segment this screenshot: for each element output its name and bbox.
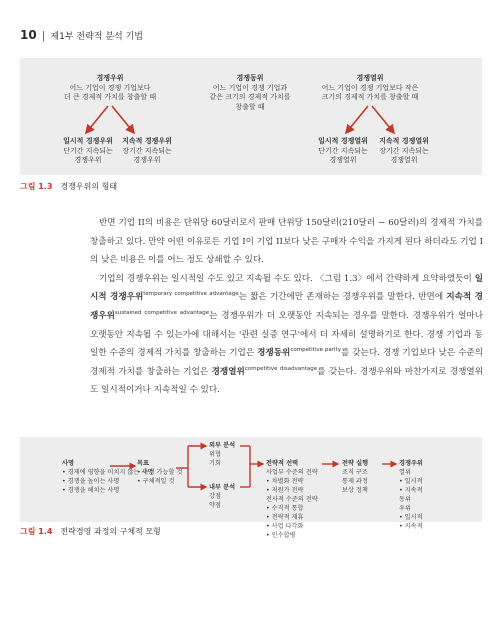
text-run: 는 짧은 기간에만 존재하는 경쟁우위를 말한다. 반면에 [238, 292, 447, 303]
list-item: • 수직적 통합 [266, 504, 318, 513]
list-item: • 인수합병 [266, 531, 318, 540]
disadvantage-list [399, 477, 423, 495]
node-line: 열위 [399, 469, 411, 476]
list-item: • 지속적 [399, 522, 423, 531]
business-strategy-list [266, 477, 318, 495]
external-analysis-node [209, 441, 235, 468]
term-english: temporary competitive advantage [143, 291, 239, 298]
node-line: 단기간 지속되는 [318, 146, 368, 155]
node-title: 전략 실행 [342, 460, 369, 467]
list-item: • 구체적일 것 [137, 477, 182, 486]
figure-1-4-caption [20, 526, 161, 537]
list-item: • 측정 가능할 것 [137, 468, 182, 477]
node-line: 경쟁열위 [390, 156, 418, 164]
part-title: 제1부 전략적 분석 기법 [50, 32, 143, 42]
node-title: 경쟁열위 [356, 74, 384, 82]
node-line: 장기간 지속되는 [379, 146, 429, 155]
list-item: • 일시적 [399, 513, 423, 522]
node-line: 어느 기업이 경쟁 기업과 [212, 83, 288, 92]
text-run: 를 갖는다. 경쟁 기업보다 낮은 수준의 경제적 가치를 창출하는 기업은 [90, 348, 483, 377]
node-line: 강점 [209, 493, 221, 500]
internal-analysis-node [209, 483, 235, 510]
competitive-advantage-node [399, 459, 423, 531]
list-item: • 사업 다각화 [266, 522, 318, 531]
term-english: competitive disadvantage [244, 365, 318, 372]
implementation-node [342, 459, 368, 495]
node-title: 경쟁동위 [236, 74, 264, 82]
list-item: • 저원가 전략 [266, 486, 318, 495]
node-line: 경쟁열위 [329, 156, 357, 164]
text-run: 는 경쟁우위가 더 오랫동안 지속되는 경우를 말한다. 경쟁우위가 얼마나 오랫동안 지속될 수 있는가에 대해서는 '관련 실증 연구'에서 더 자세히 설명하기로 한다. 경쟁 기업과 동일한 수준의 경제적 가치를 창출하는 기업은 [90, 310, 483, 359]
term: 일시적 경쟁우위 [90, 273, 483, 303]
node-line: 보상 정책 [342, 487, 368, 494]
caption-text: 전략경영 과정의 구체적 모형 [60, 527, 161, 536]
node-line: 기회 [209, 460, 221, 467]
node-title: 지속적 경쟁열위 [379, 137, 429, 145]
node-title: 내부 분석 [209, 484, 236, 491]
caption-label: 그림 1.3 [20, 182, 53, 191]
list-item: • 지속적 [399, 486, 423, 495]
node-line: 약점 [209, 502, 221, 509]
node-title: 사명 [62, 460, 74, 467]
node-line: 사업부 수준의 전략 [266, 469, 318, 476]
node-line: 동위 [399, 496, 411, 503]
node-line: 우위 [399, 505, 411, 512]
strategic-choice-node [266, 459, 318, 540]
node-title: 외부 분석 [209, 442, 236, 449]
node-line: 전사적 수준의 전략 [266, 496, 318, 503]
advantage-list [399, 513, 423, 531]
node-line: 경쟁우위 [133, 156, 161, 164]
header-divider: | [41, 29, 46, 42]
list-item: • 전략적 제휴 [266, 513, 318, 522]
caption-text: 경쟁우위의 형태 [60, 182, 118, 191]
list-item: • 경쟁을 높이는 사명 [62, 477, 153, 486]
node-line: 통제 과정 [342, 478, 368, 485]
list-item: • 경제에 영향을 미치지 않는 사명 [62, 468, 153, 477]
goal-node [137, 459, 182, 486]
list-item: • 일시적 [399, 477, 423, 486]
node-line: 창출할 때 [235, 102, 265, 111]
node-line: 위협 [209, 451, 221, 458]
node-line: 어느 기업이 경쟁 기업보다 [69, 83, 151, 92]
node-title: 일시적 경쟁우위 [63, 137, 113, 145]
node-title: 목표 [137, 460, 149, 467]
term: 지속적 경쟁우위 [90, 292, 483, 321]
corporate-strategy-list [266, 504, 318, 540]
node-title: 경쟁우위 [96, 74, 124, 82]
term: 경쟁열위 [211, 366, 245, 377]
node-title: 일시적 경쟁열위 [318, 137, 368, 145]
node-line: 장기간 지속되는 [122, 146, 172, 155]
page-number: 10 [20, 28, 37, 42]
node-title: 경쟁우위 [399, 460, 423, 467]
term: 경쟁동위 [257, 348, 291, 359]
node-line: 경쟁우위 [74, 156, 102, 164]
node-line: 조직 구조 [342, 469, 368, 476]
list-item: • 경쟁을 해치는 사명 [62, 486, 153, 495]
node-line: 단기간 지속되는 [63, 146, 113, 155]
node-title: 전략적 선택 [266, 460, 299, 467]
text-run: 를 갖는다. 경쟁우위와 마찬가지로 경쟁열위도 일시적이거나 지속적일 수 있다. [90, 366, 483, 396]
node-title: 지속적 경쟁우위 [122, 137, 172, 145]
node-line: 같은 크기의 경제적 가치를 [209, 93, 291, 101]
caption-label: 그림 1.4 [20, 527, 53, 536]
node-line: 더 큰 경제적 가치를 창출할 때 [63, 93, 157, 101]
node-line: 어느 기업이 경쟁 기업보다 작은 [321, 83, 419, 92]
node-line: 크기의 경제적 가치를 창출할 때 [321, 93, 419, 101]
paragraph: 반면 기업 II의 비용은 단위당 60달러로서 판매 단위당 150달러(210달러 − 60달러)의 경제적 가치를 창출하고 있다. 만약 어떤 이유로든 기업 I이 기업 II보다 낮은 구매자 수익을 가지게 된다 하더라도 기업 I의 낮은 비용은 이를 어느 정도 상쇄할 수 있다. [90, 218, 483, 266]
term-english: competitive parity [290, 347, 341, 354]
term-english: sustained competitive advantage [114, 310, 210, 317]
list-item: • 차별화 전략 [266, 477, 318, 486]
goal-list [137, 468, 182, 486]
text-run: 기업의 경쟁우위는 일시적일 수도 있고 지속될 수도 있다. 〈그림 1.3〉에서 간략하게 요약하였듯이 [99, 273, 475, 284]
